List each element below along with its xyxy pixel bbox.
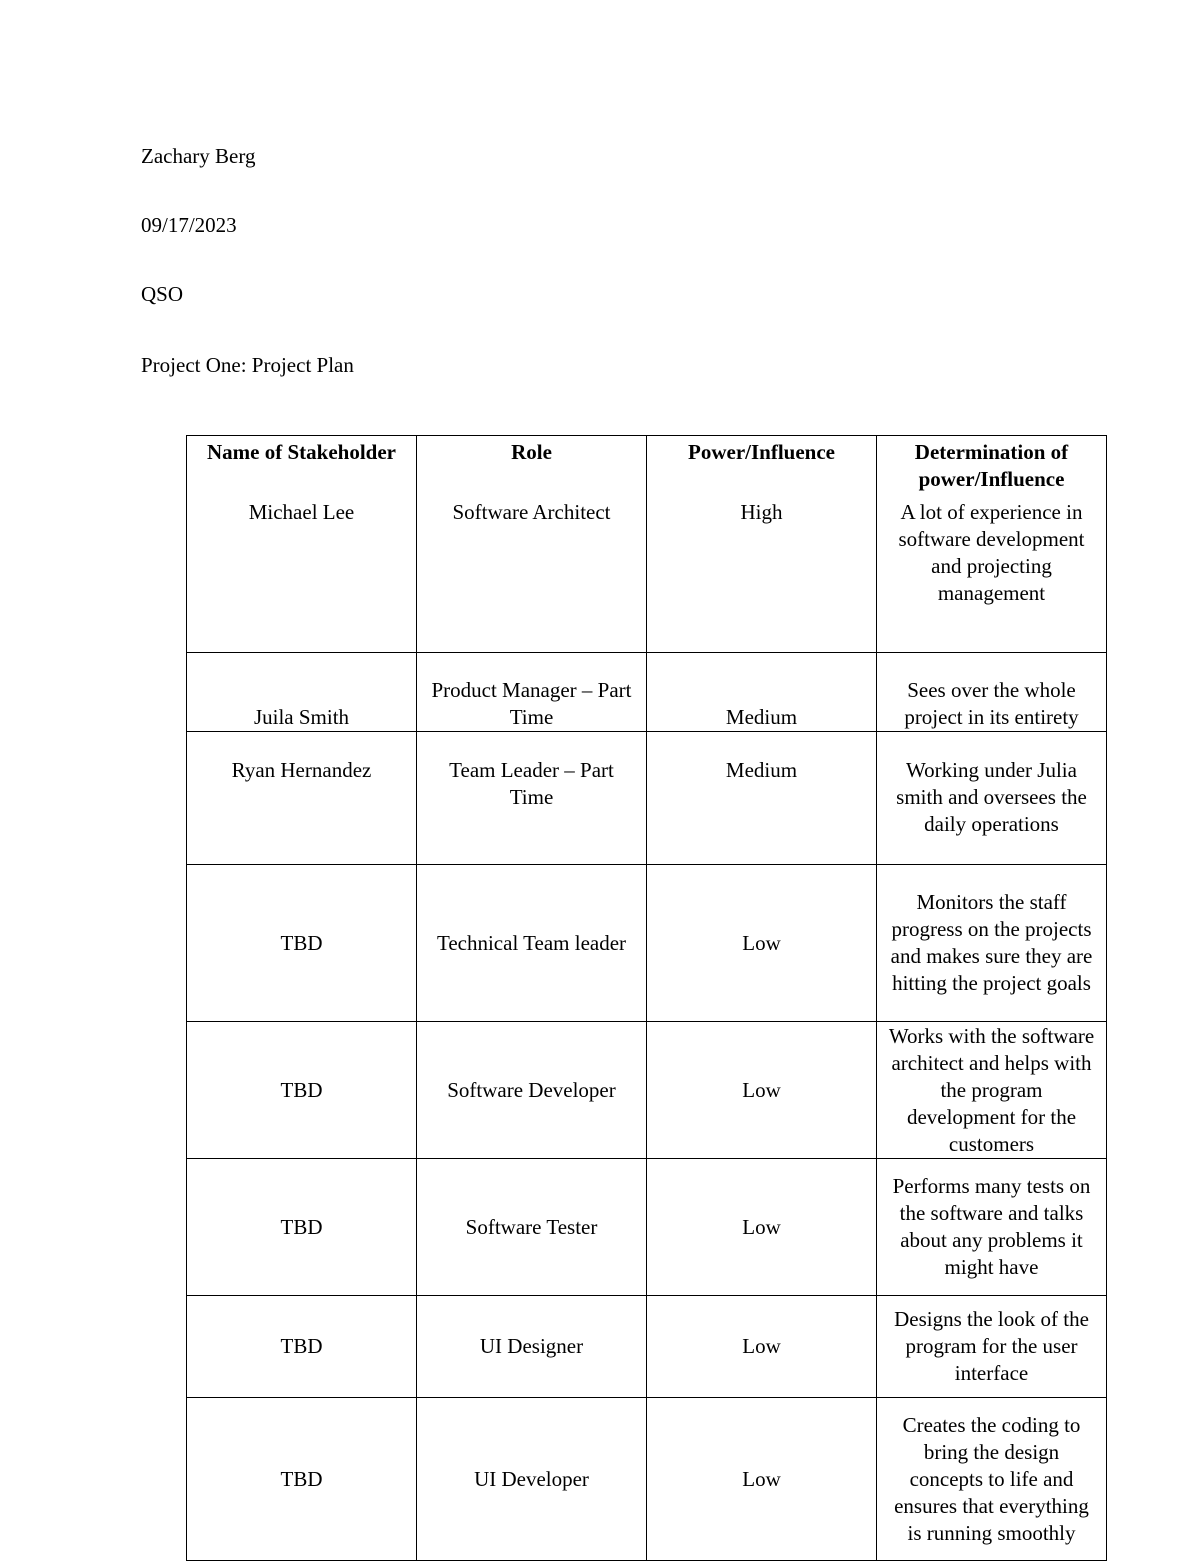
stakeholder-power: Low (647, 1398, 877, 1561)
stakeholder-role: Software Tester (417, 1159, 647, 1296)
stakeholder-table (186, 435, 1107, 1561)
stakeholder-name: TBD (187, 1296, 417, 1398)
stakeholder-power: Low (647, 1296, 877, 1398)
table-row (187, 732, 1107, 865)
table-row (187, 1296, 1107, 1398)
stakeholder-name: Juila Smith (187, 653, 417, 732)
table-row (187, 499, 1107, 653)
stakeholder-role: Team Leader – Part Time (417, 732, 647, 865)
stakeholder-name: TBD (187, 865, 417, 1022)
table-header-row (187, 436, 1107, 500)
course-code: QSO (141, 282, 184, 306)
column-header-determination: Determination of power/Influence (877, 436, 1107, 500)
column-header-role: Role (417, 436, 647, 500)
stakeholder-name: Michael Lee (187, 499, 417, 653)
stakeholder-name: TBD (187, 1159, 417, 1296)
stakeholder-power: Low (647, 1159, 877, 1296)
author-name: Zachary Berg (141, 144, 256, 168)
table-row (187, 653, 1107, 732)
stakeholder-determination: Creates the coding to bring the design concepts to life and ensures that everything is running smoothly (877, 1398, 1107, 1561)
stakeholder-role: Product Manager – Part Time (417, 653, 647, 732)
column-header-name: Name of Stakeholder (187, 436, 417, 500)
document-title: Project One: Project Plan (141, 353, 354, 377)
stakeholder-power: Low (647, 1022, 877, 1159)
stakeholder-determination: Monitors the staff progress on the projects and makes sure they are hitting the project goals (877, 865, 1107, 1022)
stakeholder-name: TBD (187, 1022, 417, 1159)
table-row (187, 1159, 1107, 1296)
table-row (187, 1022, 1107, 1159)
stakeholder-determination: Works with the software architect and helps with the program development for the customers (877, 1022, 1107, 1159)
stakeholder-name: TBD (187, 1398, 417, 1561)
stakeholder-determination: Sees over the whole project in its entirety (877, 653, 1107, 732)
stakeholder-role: Technical Team leader (417, 865, 647, 1022)
stakeholder-determination: Working under Julia smith and oversees the daily operations (877, 732, 1107, 865)
column-header-power: Power/Influence (647, 436, 877, 500)
stakeholder-determination: A lot of experience in software development and projecting management (877, 499, 1107, 653)
stakeholder-role: UI Developer (417, 1398, 647, 1561)
stakeholder-role: Software Architect (417, 499, 647, 653)
stakeholder-determination: Designs the look of the program for the user interface (877, 1296, 1107, 1398)
stakeholder-name: Ryan Hernandez (187, 732, 417, 865)
stakeholder-role: UI Designer (417, 1296, 647, 1398)
stakeholder-power: High (647, 499, 877, 653)
stakeholder-role: Software Developer (417, 1022, 647, 1159)
document-date: 09/17/2023 (141, 213, 237, 237)
stakeholder-power: Medium (647, 732, 877, 865)
table-row (187, 865, 1107, 1022)
stakeholder-power: Low (647, 865, 877, 1022)
table-row (187, 1398, 1107, 1561)
stakeholder-power: Medium (647, 653, 877, 732)
stakeholder-determination: Performs many tests on the software and talks about any problems it might have (877, 1159, 1107, 1296)
